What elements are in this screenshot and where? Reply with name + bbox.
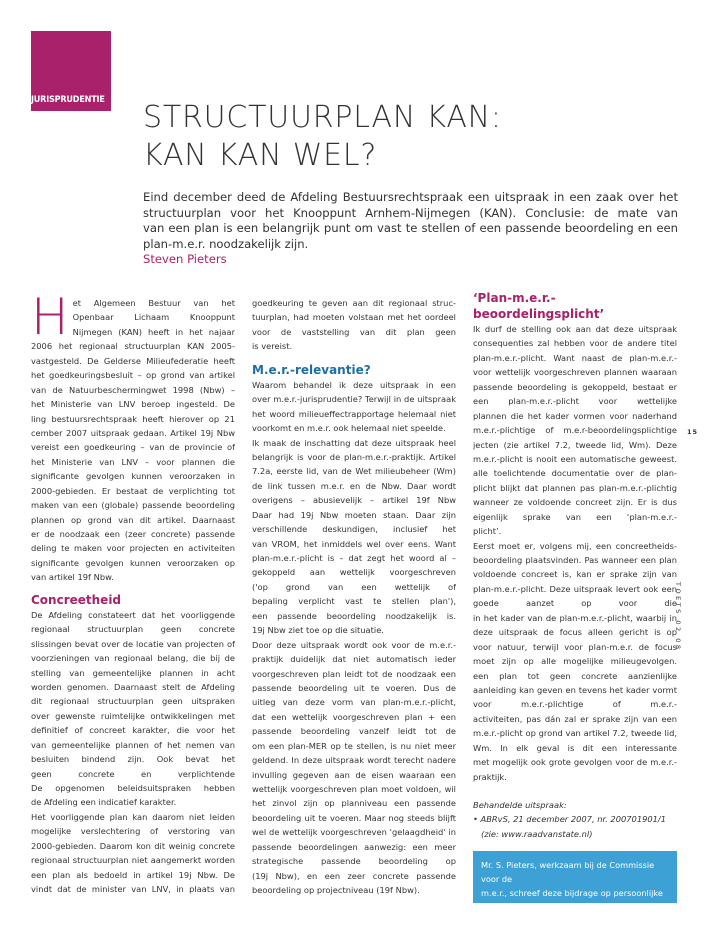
body-line: 7.2a, eerste lid, van de Wet milieubeheer (Wm) bbox=[252, 466, 456, 477]
body-line: voor natuur, terwijl voor plan-m.e.r. de focus bbox=[473, 641, 677, 652]
intro-paragraph bbox=[31, 296, 235, 339]
body-line: Waarom behandel ik deze uitspraak in een bbox=[252, 379, 456, 390]
body-line: et Algemeen Bestuur van het bbox=[72, 298, 235, 308]
body-line: geen concrete en verplichtende bbox=[31, 768, 235, 779]
column-1 bbox=[31, 296, 235, 897]
lead-line: Eind december deed de Afdeling Bestuursrechtspraak een uitspraak in een zaak over het bbox=[143, 190, 678, 204]
body-line: voldoende concreet is, kan er sprake zijn van bbox=[473, 569, 677, 580]
title-line-2: KAN KAN WEL? bbox=[143, 138, 378, 173]
body-line: m.e.r.-plicht op grond van artikel 7.2, tweede lid, bbox=[473, 728, 677, 739]
body-line: significante gevolgen kunnen veroorzaken op bbox=[31, 557, 235, 568]
body-line: vastgesteld. De Gelderse Milieufederatie heeft bbox=[31, 355, 235, 366]
body-line: is vereist. bbox=[252, 341, 293, 352]
body-line: passende beoordelingen aanwezig: een meer bbox=[252, 841, 456, 852]
ruling-heading: Behandelde uitspraak: bbox=[473, 800, 567, 810]
body-line: het Ministerie van LNV – voor plannen die bbox=[31, 456, 235, 467]
column-2 bbox=[252, 296, 456, 898]
body-line: Het voorliggende plan kan daarom niet leiden bbox=[31, 811, 235, 822]
body-line: moet zijn op alle mogelijke milieugevolgen. bbox=[473, 656, 677, 667]
body-line: dit regionaal structuurplan geen uitspraken bbox=[31, 696, 235, 707]
body-line: m.e.r.-plicht is nooit een automatische geweest. bbox=[473, 453, 677, 464]
body-line: Wm. In elk geval is dit een interessante bbox=[473, 742, 677, 753]
body-line: beoordeling uit te voeren. Maar nog steeds blijft bbox=[252, 812, 456, 823]
body-line: De opgenomen beleidsuitspraken hebben bbox=[31, 783, 235, 793]
body-paragraph bbox=[473, 539, 677, 770]
body-line: worden genomen. Daarnaast stelt de Afdeling bbox=[31, 681, 235, 692]
body-line: m.e.r.-plichtige of m.e.r-beoordelingsplichtige bbox=[473, 425, 677, 436]
body-line: vereist een goedkeuring – van de provincie of bbox=[31, 442, 235, 453]
body-line: uitleg van deze vorm van plan-m.e.r.-plicht, bbox=[252, 697, 456, 708]
body-line: jecten (zie artikel 7.2, tweede lid, Wm). Deze bbox=[473, 439, 677, 450]
body-paragraph bbox=[31, 608, 235, 796]
body-line: het woord milieueffectrapportage helemaal niet bbox=[252, 408, 456, 419]
body-line: Ik maak de inschatting dat deze uitspraak heel bbox=[252, 437, 456, 448]
body-line: Door deze uitspraak wordt ook voor de m.e.r.- bbox=[252, 639, 456, 650]
body-line: strategische passende beoordeling op bbox=[252, 856, 456, 867]
body-line: er de noodzaak een (zeer concrete) passende bbox=[31, 529, 235, 539]
column-3 bbox=[473, 291, 677, 841]
subheading-mer-relevantie: M.e.r.-relevantie? bbox=[252, 362, 371, 377]
body-line: regionaal structuurplan niet aangemerkt worden bbox=[31, 855, 235, 866]
body-line: slissingen bevat over de locatie van projecten of bbox=[31, 638, 235, 649]
body-line: activiteiten, pas dán zal er sprake zijn van een bbox=[473, 713, 677, 724]
body-line: regionaal structuurplan geen concrete bbox=[31, 624, 235, 635]
body-line: een plan-m.e.r.-plicht voor wettelijke bbox=[473, 396, 677, 407]
body-line: goedkeuring te geven aan dit regionaal struc- bbox=[252, 298, 456, 308]
body-line: geldend. In deze uitspraak wordt terecht nadere bbox=[252, 755, 456, 766]
body-line: 19j Nbw ziet toe op die situatie. bbox=[252, 625, 384, 636]
lead-line: van een plan is een belangrijk punt om vast te stellen of een passende beoordeling en een bbox=[143, 221, 678, 236]
body-line: Eerst moet er, volgens mij, een concreetheids- bbox=[473, 540, 677, 551]
body-line: een passende beoordeling noodzakelijk is. bbox=[252, 610, 456, 621]
body-line: plan-m.e.r.-plicht. Deze uitspraak levert ook een bbox=[473, 583, 677, 594]
body-line: van gemeentelijke plannen of het nemen van bbox=[31, 739, 235, 750]
body-line: bepaling verplicht vast te stellen plan'), bbox=[252, 596, 456, 607]
body-line: de Afdeling een indicatief karakter. bbox=[31, 797, 177, 808]
section-label: JURISPRUDENTIE bbox=[31, 95, 105, 105]
body-line: overigens – abusievelijk – artikel 19f Nbw bbox=[252, 495, 456, 506]
body-line: over gewenste ruimtelijke ontwikkelingen met bbox=[31, 710, 235, 721]
body-line: deling te maken voor projecten en activiteiten bbox=[31, 543, 235, 554]
body-paragraph bbox=[31, 339, 235, 570]
body-line: passende beoordeling is gekoppeld, bestaat er bbox=[473, 381, 677, 392]
author-note-box bbox=[473, 851, 677, 912]
body-line: passende beoordeling uit te voeren. Dus de bbox=[252, 682, 456, 693]
body-line: Ik durf de stelling ook aan dat deze uitspraak bbox=[473, 324, 677, 334]
body-line: 2000-gebieden. Er bestaat de verplichting tot bbox=[31, 485, 235, 496]
article-lead bbox=[143, 190, 678, 268]
body-line: van de Natuurbeschermingwet 1998 (Nbw) – bbox=[31, 384, 235, 395]
body-line: maken van een (globale) passende beoordeling bbox=[31, 500, 235, 511]
body-line: plicht blijkt dat plannen pas plan-m.e.r.-plichtig bbox=[473, 482, 677, 493]
body-line: met mogelijk ook grote gevolgen voor de m.e.r.- bbox=[473, 757, 677, 768]
body-line: voor de vaststelling van dit plan geen bbox=[252, 326, 456, 337]
body-line: passende beoordeling vanzelf leidt tot de bbox=[252, 726, 456, 737]
body-paragraph bbox=[252, 638, 456, 883]
body-line: deze uitspraak de focus alleen gericht is op bbox=[473, 627, 677, 638]
body-line: significante gevolgen kunnen veroorzaken in bbox=[31, 471, 235, 482]
lead-line: plan-m.e.r. noodzakelijk zijn. bbox=[143, 236, 309, 251]
body-line: wanneer ze voldoende concreet zijn. Er is dus bbox=[473, 497, 677, 508]
body-line: over m.e.r.-jurisprudentie? Terwijl in de uitspraak bbox=[252, 394, 456, 405]
body-line: plan-m.e.r.-plicht is – dat zegt het woord al – bbox=[252, 553, 456, 563]
body-line: 2006 het regionaal structuurplan KAN 2005- bbox=[31, 341, 235, 352]
title-line-1: STRUCTUURPLAN KAN: bbox=[143, 100, 502, 135]
body-paragraph bbox=[252, 296, 456, 339]
body-line: het goedkeuringsbesluit – op grond van artikel bbox=[31, 370, 235, 381]
body-paragraph bbox=[473, 322, 677, 524]
body-line: ('op grond van een wettelijk of bbox=[252, 581, 456, 592]
body-line: om een plan-MER op te stellen, is nu niet meer bbox=[252, 740, 456, 751]
body-line: de link tussen m.e.r. en de Nbw. Daar wordt bbox=[252, 480, 456, 491]
body-line: voor wettelijk voorgeschreven plannen waaraan bbox=[473, 367, 677, 378]
body-line: plicht’. bbox=[473, 526, 502, 537]
body-line: mogelijke verslechtering of verstoring van bbox=[31, 826, 235, 837]
body-line: plannen die het kader vormen voor naderhand bbox=[473, 410, 677, 421]
body-line: in het kader van de plan-m.e.r.-plicht, waarbij in bbox=[473, 612, 677, 623]
lead-line: structuurplan voor het Knooppunt Arnhem-Nijmegen (KAN). Conclusie: de mate van bbox=[143, 205, 678, 220]
body-line: voorzieningen van regionaal belang, die bij de bbox=[31, 653, 235, 664]
body-line: alle toelichtende documentatie over de plan- bbox=[473, 468, 677, 479]
body-line: definitief of concreet karakter, die voor het bbox=[31, 725, 235, 736]
page-number: 15 bbox=[687, 428, 699, 436]
body-paragraph bbox=[252, 378, 456, 421]
body-line: gekoppeld aan wettelijk voorgeschreven bbox=[252, 567, 456, 578]
body-line: belangrijk is voor de plan-m.e.r.-praktijk. Artikel bbox=[252, 451, 456, 462]
body-line: verschillende deskundigen, inclusief het bbox=[252, 524, 456, 535]
body-line: beoordeling op projectniveau (19f Nbw). bbox=[252, 885, 420, 896]
body-line: beoordeling plaatsvinden. Pas wanneer een plan bbox=[473, 555, 677, 565]
body-line: ling bestuursrechtspraak heeft hierover op 21 bbox=[31, 413, 235, 424]
body-line: stelling van gemeentelijke plannen in acht bbox=[31, 667, 235, 678]
author-name: Steven Pieters bbox=[143, 252, 227, 267]
body-line: (19j Nbw), en een zeer concrete passende bbox=[252, 870, 456, 881]
body-paragraph bbox=[31, 810, 235, 897]
body-line: Daar had 19j Nbw moeten staan. Daar zijn bbox=[252, 509, 456, 520]
body-line: van VROM, het inmiddels wel over eens. Want bbox=[252, 538, 456, 549]
body-line: plannen op grond van dit artikel. Daarnaast bbox=[31, 514, 235, 525]
body-line: wettelijk voorgeschreven plan moet voldoen, wil bbox=[252, 784, 456, 794]
body-line: het zinvol zijn op planniveau een passende bbox=[252, 798, 456, 809]
ruling-link: (zie: www.raadvanstate.nl) bbox=[481, 828, 593, 839]
body-line: praktijk. bbox=[473, 771, 507, 782]
body-line: praktijk duidelijk dat niet automatisch ieder bbox=[252, 654, 456, 665]
body-line: goede aanzet op voor die bbox=[473, 598, 677, 609]
body-line: een plan als bedoeld in artikel 19j Nbw. De bbox=[31, 869, 235, 880]
body-line: eigenlijk sprake van een ‘plan-m.e.r.- bbox=[473, 511, 677, 522]
body-line: een plan tot geen concrete aanzienlijke bbox=[473, 670, 677, 681]
body-line: het Ministerie van LNV beroep ingesteld. De bbox=[31, 399, 235, 410]
body-line: voor m.e.r.-plichtige of m.e.r.- bbox=[473, 699, 677, 710]
note-line: m.e.r., schreef deze bijdrage op persoonlijke titel. bbox=[481, 888, 663, 912]
body-line: wel de wettelijk voorgeschreven 'gelaagdheid' in bbox=[252, 827, 456, 838]
ruling-reference: • ABRvS, 21 december 2007, nr. 200701901/1 bbox=[473, 814, 667, 825]
body-line: dat een wettelijk voorgeschreven plan + een bbox=[252, 711, 456, 722]
magazine-issue: TOETS 02 08 bbox=[674, 582, 682, 652]
body-line: voorkomt en m.e.r. ook helemaal niet speelde. bbox=[252, 423, 446, 434]
body-line: voorgeschreven plan leidt tot de noodzaak een bbox=[252, 668, 456, 679]
drop-cap: H bbox=[31, 296, 69, 340]
body-line: consequenties zal hebben voor de andere titel bbox=[473, 338, 677, 349]
body-line: plan-m.e.r.-plicht. Want naast de plan-m.e.r.- bbox=[473, 352, 677, 363]
body-line: tuurplan, had moeten volstaan met het oordeel bbox=[252, 312, 456, 323]
body-line: Nijmegen (KAN) heeft in het najaar bbox=[72, 326, 235, 337]
body-line: 2000-gebieden. Daarom kon dit weinig concrete bbox=[31, 840, 235, 851]
body-line: cember 2007 uitspraak gedaan. Artikel 19j Nbw bbox=[31, 427, 235, 438]
subheading-concreetheid: Concreetheid bbox=[31, 592, 122, 607]
body-line: van artikel 19f Nbw. bbox=[31, 572, 114, 583]
subheading-plan-mer: ‘Plan-m.e.r.-beoordelingsplicht’ bbox=[473, 291, 605, 321]
article-title bbox=[143, 99, 683, 175]
note-line: Mr. S. Pieters, werkzaam bij de Commissie voor de bbox=[481, 860, 655, 884]
body-line: aanleiding kan geven en tevens het kader vormt bbox=[473, 684, 677, 695]
body-line: vindt dat de minister van LNV, in plaats van bbox=[31, 884, 235, 895]
body-paragraph bbox=[252, 436, 456, 624]
body-line: invulling gegeven aan de eisen waaraan een bbox=[252, 769, 456, 780]
body-line: besluiten bindend zijn. Ook bevat het bbox=[31, 754, 235, 765]
body-line: De Afdeling constateert dat het voorliggende bbox=[31, 609, 235, 620]
body-line: Openbaar Lichaam Knooppunt bbox=[72, 312, 235, 323]
